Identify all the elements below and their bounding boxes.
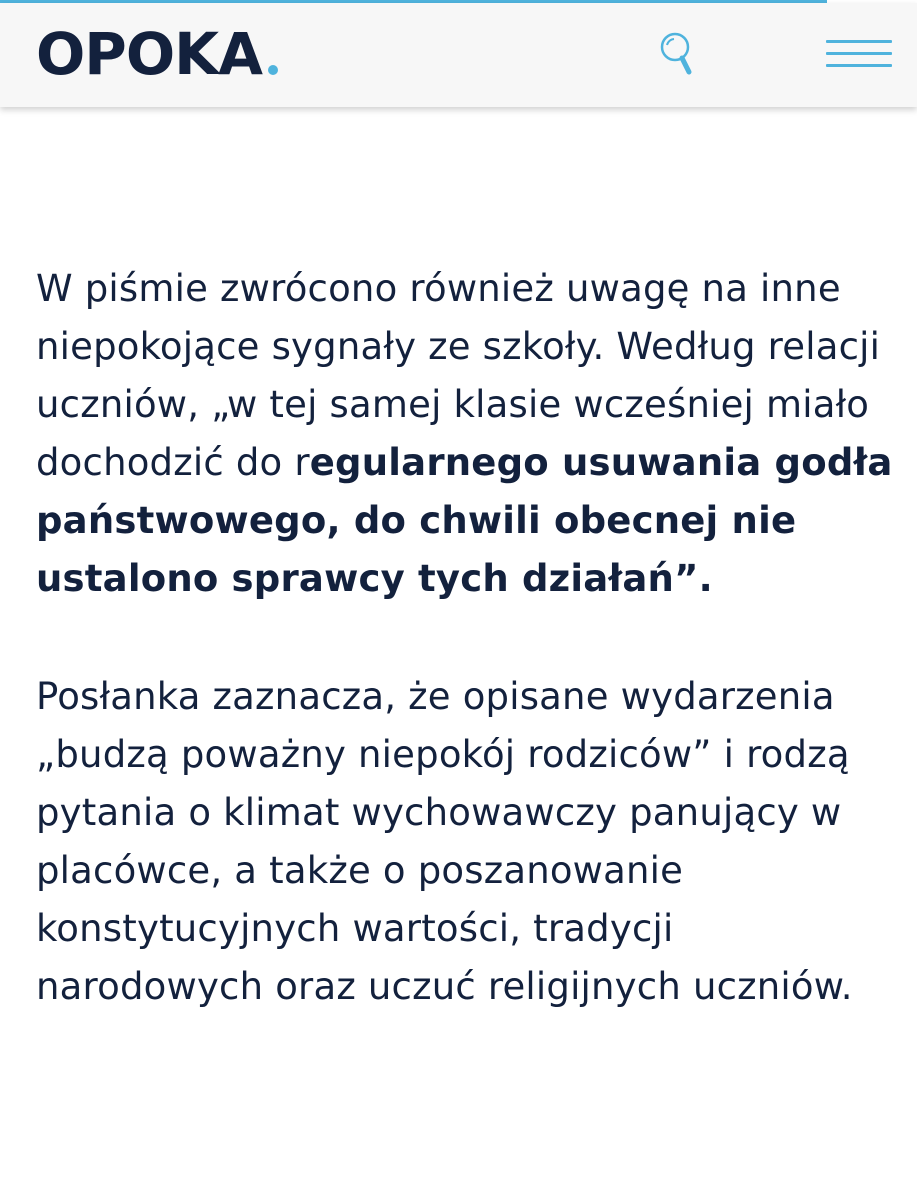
menu-bar-bottom xyxy=(826,64,892,67)
menu-bar-middle xyxy=(826,52,892,55)
article-paragraph-2: Posłanka zaznacza, że opisane wydarzenia „budzą poważny niepokój rodziców” i rodzą pytania o klimat wychowawczy panujący w placówce, a także o poszanowanie konstytucyjnych wartości, tradycji narodowych oraz uczuć religijnych uczniów. xyxy=(36,675,853,1008)
menu-button[interactable] xyxy=(826,38,892,70)
logo-dot xyxy=(268,65,278,75)
site-logo[interactable] xyxy=(36,20,278,88)
magnifier-icon xyxy=(655,30,697,76)
paragraph-1-bold: egularnego usuwania godła państwowego, do chwili obecnej nie ustalono sprawcy tych działań”. xyxy=(36,441,893,600)
article-body xyxy=(36,260,896,1016)
menu-bar-top xyxy=(826,40,892,43)
search-button[interactable] xyxy=(655,30,697,76)
article-paragraph-1 xyxy=(36,260,896,608)
paragraph-1-normal: W piśmie zwrócono również uwagę na inne niepokojące sygnały ze szkoły. Według relacji uczniów, „w tej samej klasie wcześniej miało dochodzić do r xyxy=(36,267,881,484)
logo-text: OPOKA xyxy=(36,20,262,88)
site-header xyxy=(0,3,917,107)
